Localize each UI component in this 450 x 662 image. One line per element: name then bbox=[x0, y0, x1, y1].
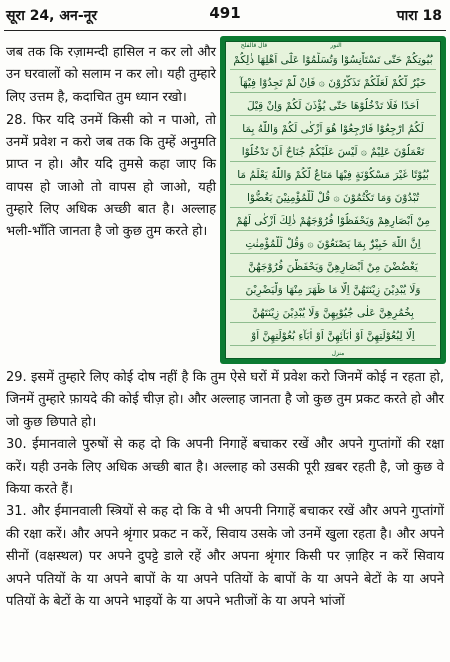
verse-28: 28. फिर यदि उनमें किसी को न पाओ, तो उनमें प्रवेश न करो जब तक कि तुम्हें अनुमति प्राप्त न हो। और यदि तुमसे कहा जाए कि वापस हो जाओ तो वापस हो जाओ, यही तुम्हारे लिए अधिक अच्छी बात है। अल्लाह भली-भाँति जानता है जो कुछ तुम करते हो। bbox=[6, 112, 216, 240]
full-width-text bbox=[6, 367, 444, 613]
panel-bottom-label: منزل bbox=[331, 350, 345, 357]
arabic-line: اَحَدًا فَلَا تَدْخُلُوْهَا حَتّٰى يُؤْذَنَ لَكُمْ وَاِنْ قِيْلَ bbox=[230, 98, 436, 116]
verse-30: 30. ईमानवाले पुरुषों से कह दो कि अपनी निगाहें बचाकर रखें और अपने गुप्तांगों की रक्षा करें। यही उनके लिए अधिक अच्छी बात है। अल्लाह को उसकी पूरी ख़बर रहती है, जो कुछ वे किया करते हैं। bbox=[6, 437, 444, 498]
verse-29: 29. इसमें तुम्हारे लिए कोई दोष नहीं है कि तुम ऐसे घरों में प्रवेश करो जिनमें कोई न रहता हो, जिनमें तुम्हारे फ़ायदे की कोई चीज़ हो। और अल्लाह जानता है जो कुछ तुम प्रकट करते हो और जो कुछ छिपाते हो। bbox=[6, 370, 444, 430]
verse-27-continuation: जब तक कि रज़ामन्दी हासिल न कर लो और उन घरवालों को सलाम न कर लो। यही तुम्हारे लिए उत्तम है, कदाचित तुम ध्यान रखो। bbox=[6, 45, 216, 105]
arabic-line: خَيْرٌ لَّكُمْ لَعَلَّكُمْ تَذَكَّرُوْنَ ۞ فَاِنْ لَّمْ تَجِدُوْا فِيْهَآ bbox=[230, 75, 436, 93]
arabic-line: اِنَّ اللّٰهَ خَبِيْرٌۢ بِمَا يَصْنَعُوْنَ ۞ وَقُلْ لِّلْمُؤْمِنٰتِ bbox=[230, 236, 436, 254]
arabic-line: تَعْمَلُوْنَ عَلِيْمٌ ۞ لَيْسَ عَلَيْكُمْ جُنَاحٌ اَنْ تَدْخُلُوْا bbox=[230, 144, 436, 162]
arabic-line: وَلَا يُبْدِيْنَ زِيْنَتَهُنَّ اِلَّا مَا ظَهَرَ مِنْهَا وَلْيَضْرِبْنَ bbox=[230, 282, 436, 300]
arabic-line: مِنْ اَبْصَارِهِمْ وَيَحْفَظُوْا فُرُوْجَهُمْ ذٰلِكَ اَزْكٰى لَهُمْ bbox=[230, 213, 436, 231]
header-divider bbox=[4, 30, 446, 31]
arabic-line: تُبْدُوْنَ وَمَا تَكْتُمُوْنَ ۞ قُلْ لِّلْمُؤْمِنِيْنَ يَغُضُّوْا bbox=[230, 190, 436, 208]
verse-31: 31. और ईमानवाली स्त्रियों से कह दो कि वे भी अपनी निगाहें बचाकर रखें और अपने गुप्तांगों की रक्षा करें। और अपने श्रृंगार प्रकट न करें, सिवाय उसके जो उनमें खुला रहता है। और अपने सीनों (वक्षस्थल) पर अपने दुपट्टे डाले रहें और अपना श्रृंगार किसी पर ज़ाहिर न करें सिवाय अपने पतियों के या अपने बापों के या अपने पतियों के बापों के या अपने बेटों के या अपने पतियों के बेटों के या अपने भाइयों के या अपने भतीजों के या अपने भांजों bbox=[6, 504, 444, 610]
arabic-line: يَغْضُضْنَ مِنْ اَبْصَارِهِنَّ وَيَحْفَظْنَ فُرُوْجَهُنَّ bbox=[230, 259, 436, 277]
surah-title: सूरा 24, अन-नूर bbox=[6, 8, 98, 24]
arabic-verse-panel bbox=[220, 36, 446, 364]
para-number: पारा 18 bbox=[396, 8, 442, 24]
arabic-line: بُيُوتِكُمْ حَتّٰى تَسْتَاْنِسُوْا وَتُسَلِّمُوْا عَلٰٓى اَهْلِهَا ذٰلِكُمْ bbox=[230, 52, 436, 70]
arabic-line: بِخُمُرِهِنَّ عَلٰى جُيُوْبِهِنَّ وَلَا يُبْدِيْنَ زِيْنَتَهُنَّ bbox=[230, 305, 436, 323]
page-number: 491 bbox=[209, 4, 241, 22]
left-column-text bbox=[6, 42, 216, 244]
arabic-line: لَكُمُ ارْجِعُوْا فَارْجِعُوْا هُوَ اَزْكٰى لَكُمْ وَاللّٰهُ بِمَا bbox=[230, 121, 436, 139]
arabic-line: بُيُوْتًا غَيْرَ مَسْكُوْنَةٍ فِيْهَا مَتَاعٌ لَّكُمْ وَاللّٰهُ يَعْلَمُ مَا bbox=[230, 167, 436, 185]
panel-top-left-label: قال قالفلح bbox=[240, 42, 268, 49]
panel-top-center-label: النور bbox=[330, 42, 342, 49]
arabic-line: اِلَّا لِبُعُوْلَتِهِنَّ اَوْ اٰبَآئِهِنَّ اَوْ اٰبَآءِ بُعُوْلَتِهِنَّ اَوْ bbox=[230, 328, 436, 346]
arabic-verse-panel-inner bbox=[225, 41, 441, 359]
page-header bbox=[0, 0, 450, 32]
